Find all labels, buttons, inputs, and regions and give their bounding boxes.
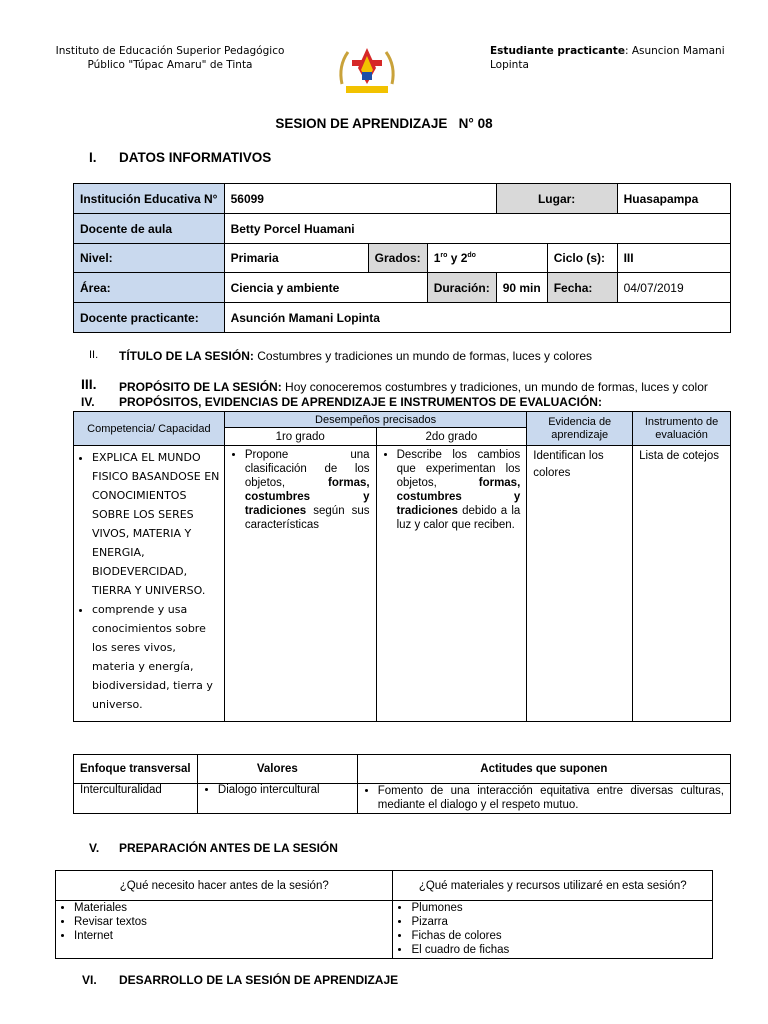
grados-label: Grados: bbox=[368, 244, 427, 273]
grados-value: $1^{ro}$ y $2^{do}$ bbox=[427, 244, 547, 273]
competencia-item: • EXPLICA EL MUNDO FISICO BASANDOSE EN CONOCIMIENTOS SOBRE LOS SERES VIVOS, MATERIA Y ENERGIA, BIODEVERCIDAD, TIERRA Y UNIVERSO. bbox=[92, 448, 220, 600]
duracion-label: Duración: bbox=[427, 273, 496, 303]
lugar-label: Lugar: bbox=[496, 184, 617, 214]
institute-name bbox=[40, 44, 300, 72]
docente-value: Betty Porcel Huamani bbox=[224, 214, 730, 244]
evidencia-header: Evidencia de aprendizaje bbox=[527, 412, 633, 446]
student-label: Estudiante practicante bbox=[490, 45, 625, 57]
competencia-header: Competencia/ Capacidad bbox=[74, 412, 225, 446]
section-1-title: DATOS INFORMATIVOS bbox=[119, 150, 272, 165]
purpose-label: PROPÓSITO DE LA SESIÓN: bbox=[119, 380, 282, 394]
instrumento-header: Instrumento de evaluación bbox=[633, 412, 731, 446]
institute-line-2: Público "Túpac Amaru" de Tinta bbox=[87, 59, 253, 71]
grado-2-header: 2do grado bbox=[376, 428, 527, 446]
actitudes-header: Actitudes que suponen bbox=[357, 755, 730, 784]
area-label: Área: bbox=[74, 273, 225, 303]
grado-2-desempeno: • Describe los cambios que experimentan los objetos, formas, costumbres y tradiciones debido a la luz y calor que reciben. bbox=[376, 446, 527, 722]
section-1-number: I. bbox=[89, 150, 97, 165]
lugar-value: Huasapampa bbox=[617, 184, 730, 214]
actitud-cell bbox=[357, 784, 730, 814]
preparacion-table bbox=[55, 870, 713, 959]
desempenos-header: Desempeños precisados bbox=[224, 412, 526, 428]
valor-value: • Dialogo intercultural bbox=[218, 784, 351, 796]
section-6-title: DESARROLLO DE LA SESIÓN DE APRENDIZAJE bbox=[119, 973, 399, 987]
materiales-list bbox=[393, 901, 713, 959]
session-title-label: TÍTULO DE LA SESIÓN: bbox=[119, 349, 254, 363]
section-2-number: II. bbox=[89, 349, 99, 361]
nivel-value: Primaria bbox=[224, 244, 368, 273]
competencias-cell bbox=[74, 446, 225, 722]
valor-cell bbox=[197, 784, 357, 814]
ie-value: 56099 bbox=[224, 184, 496, 214]
valores-header: Valores bbox=[197, 755, 357, 784]
material-item: • Fichas de colores bbox=[411, 929, 708, 943]
institute-logo bbox=[336, 44, 398, 98]
grado-1-desempeno: • Propone una clasificación de los objetos, formas, costumbres y tradiciones según sus características bbox=[224, 446, 376, 722]
page-title: SESION DE APRENDIZAJE N° 08 bbox=[275, 116, 493, 131]
antes-item: • Internet bbox=[74, 929, 388, 943]
fecha-label: Fecha: bbox=[547, 273, 617, 303]
nivel-label: Nivel: bbox=[74, 244, 225, 273]
fecha-value: 04/07/2019 bbox=[617, 273, 730, 303]
antes-item: • Revisar textos bbox=[74, 915, 388, 929]
section-6-number: VI. bbox=[82, 973, 97, 987]
section-4-number: IV. bbox=[81, 395, 95, 409]
evidencia-value: Identifican los colores bbox=[527, 446, 633, 722]
practicante-value: Asunción Mamani Lopinta bbox=[224, 303, 730, 333]
duracion-value: 90 min bbox=[496, 273, 547, 303]
student-info bbox=[490, 44, 730, 72]
antes-list bbox=[56, 901, 393, 959]
actitud-value: • Fomento de una interacción equitativa entre diversas culturas, mediante el dialogo y el respeto mutuo. bbox=[378, 784, 724, 812]
datos-informativos-table bbox=[73, 183, 731, 333]
ciclo-value: III bbox=[617, 244, 730, 273]
material-item: • El cuadro de fichas bbox=[411, 943, 708, 957]
institute-line-1: Instituto de Educación Superior Pedagógico bbox=[55, 45, 285, 57]
enfoque-table bbox=[73, 754, 731, 814]
antes-header: ¿Qué necesito hacer antes de la sesión? bbox=[56, 871, 393, 901]
competencia-item: • comprende y usa conocimientos sobre los seres vivos, materia y energía, biodiversidad, tierra y universo. bbox=[92, 600, 220, 714]
student-name-cont: Lopinta bbox=[490, 59, 529, 71]
docente-label: Docente de aula bbox=[74, 214, 225, 244]
ie-label: Institución Educativa N° bbox=[74, 184, 225, 214]
section-4-title: PROPÓSITOS, EVIDENCIAS DE APRENDIZAJE E INSTRUMENTOS DE EVALUACIÓN: bbox=[119, 395, 602, 409]
section-5-number: V. bbox=[89, 841, 100, 855]
section-5-title: PREPARACIÓN ANTES DE LA SESIÓN bbox=[119, 841, 338, 855]
area-value: Ciencia y ambiente bbox=[224, 273, 427, 303]
session-title: Costumbres y tradiciones un mundo de formas, luces y colores bbox=[253, 349, 593, 363]
propositos-table bbox=[73, 411, 731, 722]
section-3-number: III. bbox=[81, 376, 97, 392]
materiales-header: ¿Qué materiales y recursos utilizaré en esta sesión? bbox=[393, 871, 713, 901]
antes-item: • Materiales bbox=[74, 901, 388, 915]
grado-1-header: 1ro grado bbox=[224, 428, 376, 446]
ciclo-label: Ciclo (s): bbox=[547, 244, 617, 273]
practicante-label: Docente practicante: bbox=[74, 303, 225, 333]
enfoque-value: Interculturalidad bbox=[74, 784, 198, 814]
enfoque-header: Enfoque transversal bbox=[74, 755, 198, 784]
purpose-text: Hoy conoceremos costumbres y tradiciones, un mundo de formas, luces y color bbox=[281, 380, 708, 394]
instrumento-value: Lista de cotejos bbox=[633, 446, 731, 722]
material-item: • Pizarra bbox=[411, 915, 708, 929]
student-name: : Asuncion Mamani bbox=[624, 45, 725, 57]
material-item: • Plumones bbox=[411, 901, 708, 915]
